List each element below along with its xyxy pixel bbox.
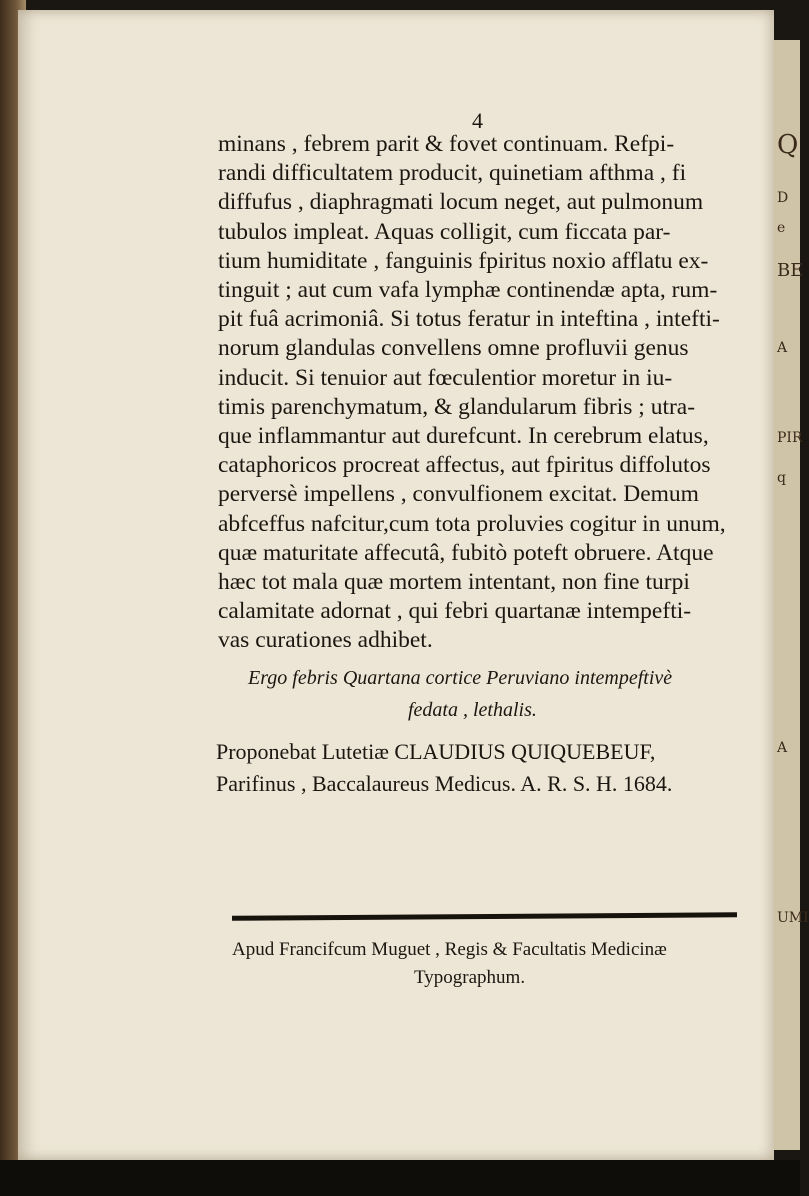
body-line: tubulos impleat. Aquas colligit, cum ficcata par-	[218, 218, 671, 245]
body-line: tinguit ; aut cum vafa lymphæ continendæ apta, rum-	[218, 277, 718, 304]
body-line: perversè impellens , convulfionem excitat. Demum	[218, 481, 699, 508]
proponent-block	[216, 736, 776, 800]
proponent-line-2: Parifinus , Baccalaureus Medicus. A. R. S. H. 1684.	[216, 771, 673, 796]
body-line: que inflammantur aut durefcunt. In cerebrum elatus,	[218, 423, 709, 450]
body-line: abfceffus nafcitur,cum tota proluvies cogitur in unum,	[218, 510, 726, 537]
facing-fragment: e	[777, 220, 786, 236]
facing-fragment: A	[777, 340, 788, 356]
body-line: vas curationes adhibet.	[218, 627, 433, 654]
thesis-conclusion	[248, 662, 768, 726]
body-line: tium humiditate , fanguinis fpiritus noxio afflatu ex-	[218, 247, 709, 274]
body-line: inducit. Si tenuior aut fœculentior moretur in iu-	[218, 364, 673, 391]
proponent-line-1: Proponebat Lutetiæ CLAUDIUS QUIQUEBEUF,	[216, 739, 656, 764]
body-line: timis parenchymatum, & glandularum fibris ; utra-	[218, 393, 696, 420]
body-line: randi difficultatem producit, quinetiam afthma , fi	[218, 160, 687, 187]
body-line: hæc tot mala quæ mortem intentant, non fine turpi	[218, 569, 690, 596]
facing-fragment: BE	[777, 260, 804, 281]
facing-fragment: A	[777, 740, 788, 756]
facing-fragment: Q	[777, 130, 799, 160]
facing-fragment: q	[777, 470, 786, 486]
body-line: norum glandulas convellens omne profluvii genus	[218, 335, 689, 362]
conclusion-line-1: Ergo febris Quartana cortice Peruviano intempeftivè	[248, 667, 673, 689]
body-line: calamitate adornat , qui febri quartanæ intempefti-	[218, 598, 692, 625]
printer-imprint	[232, 936, 772, 992]
body-text	[218, 130, 758, 656]
facing-fragment: D	[777, 190, 789, 206]
page-number: 4	[472, 108, 483, 133]
imprint-line-2: Typographum.	[414, 967, 526, 988]
body-line: minans , febrem parit & fovet continuam. Refpi-	[218, 131, 675, 157]
body-line: quæ maturitate affecutâ, fubitò poteft obruere. Atque	[218, 539, 714, 566]
imprint-line-1: Apud Francifcum Muguet , Regis & Facultatis Medicinæ	[232, 939, 667, 960]
facing-fragment: UMI	[777, 910, 809, 926]
facing-fragment: PIR	[777, 430, 803, 446]
background-edge	[0, 1160, 800, 1196]
body-line: cataphoricos procreat affectus, aut fpiritus diffolutos	[218, 452, 711, 479]
body-line: diffufus , diaphragmati locum neget, aut pulmonum	[218, 189, 704, 216]
body-line: pit fuâ acrimoniâ. Si totus feratur in inteftina , intefti-	[218, 306, 720, 333]
facing-page-edge	[774, 40, 809, 1150]
conclusion-line-2: fedata , lethalis.	[408, 699, 537, 721]
